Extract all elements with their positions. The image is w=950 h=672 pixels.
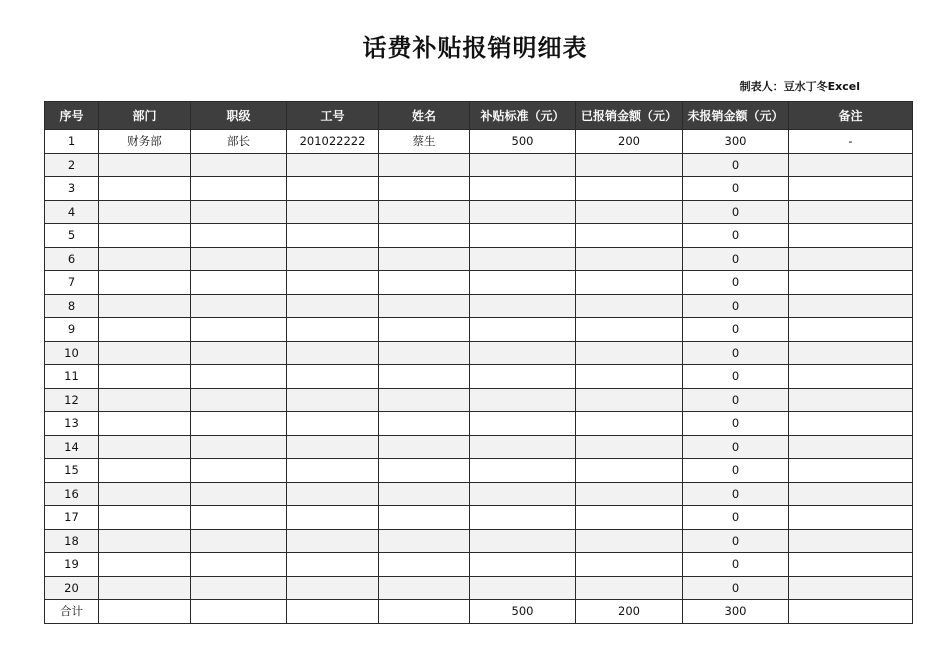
table-cell[interactable]: 0 (683, 506, 789, 530)
table-cell[interactable] (99, 482, 191, 506)
table-cell[interactable]: 0 (683, 576, 789, 600)
table-cell[interactable] (470, 506, 576, 530)
table-cell[interactable]: 9 (45, 318, 99, 342)
table-cell[interactable]: 201022222 (287, 130, 379, 154)
column-header[interactable]: 部门 (99, 102, 191, 130)
table-cell[interactable] (789, 271, 913, 295)
table-cell[interactable] (470, 224, 576, 248)
table-cell[interactable] (470, 247, 576, 271)
table-cell[interactable] (470, 459, 576, 483)
table-cell[interactable] (470, 365, 576, 389)
table-cell[interactable]: 14 (45, 435, 99, 459)
table-cell[interactable] (789, 576, 913, 600)
total-cell[interactable]: 300 (683, 600, 789, 624)
table-cell[interactable]: 3 (45, 177, 99, 201)
table-cell[interactable] (379, 576, 470, 600)
table-cell[interactable]: 蔡生 (379, 130, 470, 154)
table-cell[interactable]: 16 (45, 482, 99, 506)
table-cell[interactable]: 0 (683, 553, 789, 577)
table-cell[interactable] (287, 506, 379, 530)
table-row (45, 388, 913, 412)
table-cell[interactable] (576, 506, 683, 530)
table-row (45, 576, 913, 600)
total-cell[interactable] (379, 600, 470, 624)
table-cell[interactable] (99, 576, 191, 600)
table-cell[interactable]: 300 (683, 130, 789, 154)
table-cell[interactable] (191, 271, 287, 295)
table-cell[interactable] (576, 365, 683, 389)
table-cell[interactable] (789, 200, 913, 224)
reimbursement-table (44, 101, 913, 624)
table-cell[interactable] (99, 365, 191, 389)
table-cell[interactable] (470, 412, 576, 436)
table-cell[interactable] (287, 271, 379, 295)
total-cell[interactable]: 200 (576, 600, 683, 624)
table-cell[interactable] (191, 576, 287, 600)
table-row (45, 482, 913, 506)
maker-label: 制表人：豆水丁冬Excel (739, 80, 860, 93)
table-row (45, 459, 913, 483)
table-cell[interactable] (470, 200, 576, 224)
table-cell[interactable] (379, 482, 470, 506)
table-row (45, 153, 913, 177)
table-cell[interactable] (99, 529, 191, 553)
table-row (45, 200, 913, 224)
table-cell[interactable] (789, 294, 913, 318)
table-row (45, 271, 913, 295)
table-cell[interactable]: 0 (683, 247, 789, 271)
table-row (45, 247, 913, 271)
table-cell[interactable]: 200 (576, 130, 683, 154)
table-cell[interactable] (287, 435, 379, 459)
total-cell[interactable]: 500 (470, 600, 576, 624)
table-cell[interactable] (191, 177, 287, 201)
table-cell[interactable] (99, 341, 191, 365)
column-header[interactable]: 备注 (789, 102, 913, 130)
table-cell[interactable] (576, 341, 683, 365)
table-cell[interactable] (191, 341, 287, 365)
table-cell[interactable] (789, 506, 913, 530)
total-cell[interactable] (789, 600, 913, 624)
table-cell[interactable] (379, 318, 470, 342)
table-cell[interactable] (287, 365, 379, 389)
table-cell[interactable] (379, 388, 470, 412)
table-cell[interactable] (99, 435, 191, 459)
table-cell[interactable] (379, 529, 470, 553)
table-cell[interactable] (470, 318, 576, 342)
table-cell[interactable] (287, 153, 379, 177)
table-cell[interactable] (789, 553, 913, 577)
table-cell[interactable]: 6 (45, 247, 99, 271)
table-cell[interactable] (789, 224, 913, 248)
table-cell[interactable] (470, 341, 576, 365)
table-cell[interactable]: 5 (45, 224, 99, 248)
table-cell[interactable]: 0 (683, 435, 789, 459)
table-cell[interactable] (470, 177, 576, 201)
table-cell[interactable] (287, 459, 379, 483)
table-cell[interactable] (191, 482, 287, 506)
table-cell[interactable] (191, 294, 287, 318)
column-header[interactable]: 序号 (45, 102, 99, 130)
table-cell[interactable] (379, 553, 470, 577)
table-cell[interactable]: 0 (683, 365, 789, 389)
table-cell[interactable]: 0 (683, 459, 789, 483)
table-cell[interactable] (191, 318, 287, 342)
table-cell[interactable] (789, 482, 913, 506)
table-cell[interactable] (287, 576, 379, 600)
table-cell[interactable] (576, 482, 683, 506)
table-cell[interactable] (379, 412, 470, 436)
table-cell[interactable] (287, 177, 379, 201)
table-cell[interactable] (576, 459, 683, 483)
table-cell[interactable] (470, 271, 576, 295)
table-cell[interactable] (99, 294, 191, 318)
table-cell[interactable] (191, 412, 287, 436)
table-cell[interactable] (576, 318, 683, 342)
table-cell[interactable] (99, 177, 191, 201)
table-cell[interactable] (287, 388, 379, 412)
table-cell[interactable] (99, 224, 191, 248)
table-cell[interactable] (576, 177, 683, 201)
table-cell[interactable] (287, 341, 379, 365)
table-cell[interactable] (287, 247, 379, 271)
table-row (45, 435, 913, 459)
table-cell[interactable]: 2 (45, 153, 99, 177)
table-cell[interactable] (576, 247, 683, 271)
table-cell[interactable] (576, 224, 683, 248)
table-cell[interactable]: - (789, 130, 913, 154)
table-cell[interactable] (191, 388, 287, 412)
table-cell[interactable]: 11 (45, 365, 99, 389)
table-cell[interactable] (287, 294, 379, 318)
table-cell[interactable]: 0 (683, 294, 789, 318)
table-cell[interactable]: 7 (45, 271, 99, 295)
table-cell[interactable] (99, 553, 191, 577)
table-cell[interactable] (191, 553, 287, 577)
table-cell[interactable] (287, 412, 379, 436)
table-cell[interactable]: 1 (45, 130, 99, 154)
table-cell[interactable] (379, 177, 470, 201)
table-cell[interactable] (287, 529, 379, 553)
table-cell[interactable] (789, 529, 913, 553)
table-cell[interactable]: 0 (683, 224, 789, 248)
table-cell[interactable] (470, 553, 576, 577)
table-row (45, 529, 913, 553)
table-cell[interactable] (470, 153, 576, 177)
table-cell[interactable]: 15 (45, 459, 99, 483)
column-header[interactable]: 补贴标准（元） (470, 102, 576, 130)
table-cell[interactable] (379, 506, 470, 530)
table-cell[interactable]: 0 (683, 271, 789, 295)
table-cell[interactable] (191, 224, 287, 248)
table-cell[interactable]: 12 (45, 388, 99, 412)
table-cell[interactable] (379, 459, 470, 483)
table-cell[interactable] (191, 459, 287, 483)
table-cell[interactable] (470, 388, 576, 412)
table-cell[interactable] (576, 529, 683, 553)
table-cell[interactable] (576, 435, 683, 459)
table-cell[interactable] (789, 412, 913, 436)
table-cell[interactable]: 0 (683, 177, 789, 201)
table-cell[interactable] (789, 459, 913, 483)
table-cell[interactable]: 财务部 (99, 130, 191, 154)
table-row (45, 294, 913, 318)
table-cell[interactable]: 0 (683, 412, 789, 436)
table-cell[interactable] (99, 318, 191, 342)
table-cell[interactable]: 0 (683, 482, 789, 506)
table-row (45, 224, 913, 248)
total-row (45, 600, 913, 624)
table-row (45, 318, 913, 342)
column-header[interactable]: 职级 (191, 102, 287, 130)
header-row (45, 102, 913, 130)
table-cell[interactable] (576, 553, 683, 577)
table-cell[interactable] (576, 388, 683, 412)
table-cell[interactable] (99, 271, 191, 295)
table-cell[interactable] (789, 177, 913, 201)
table-cell[interactable] (287, 224, 379, 248)
table-cell[interactable] (287, 318, 379, 342)
total-cell[interactable] (191, 600, 287, 624)
table-cell[interactable]: 10 (45, 341, 99, 365)
table-cell[interactable] (379, 294, 470, 318)
table-cell[interactable] (379, 224, 470, 248)
table-cell[interactable] (789, 435, 913, 459)
table-cell[interactable] (789, 153, 913, 177)
table-cell[interactable] (789, 365, 913, 389)
table-row (45, 177, 913, 201)
table-cell[interactable] (379, 435, 470, 459)
table-row (45, 553, 913, 577)
table-cell[interactable] (287, 482, 379, 506)
table-cell[interactable] (379, 365, 470, 389)
table-body (45, 130, 913, 600)
table-row (45, 365, 913, 389)
table-cell[interactable]: 0 (683, 388, 789, 412)
table-cell[interactable] (191, 365, 287, 389)
table-cell[interactable] (576, 294, 683, 318)
table-cell[interactable] (789, 388, 913, 412)
table-cell[interactable]: 0 (683, 318, 789, 342)
table-cell[interactable] (576, 200, 683, 224)
table-cell[interactable]: 0 (683, 341, 789, 365)
table-cell[interactable]: 0 (683, 529, 789, 553)
table-cell[interactable] (287, 200, 379, 224)
table-row (45, 341, 913, 365)
table-cell[interactable] (789, 247, 913, 271)
table-cell[interactable] (379, 341, 470, 365)
table-cell[interactable]: 13 (45, 412, 99, 436)
table-row (45, 130, 913, 154)
table-cell[interactable] (99, 153, 191, 177)
table-cell[interactable]: 20 (45, 576, 99, 600)
table-cell[interactable]: 8 (45, 294, 99, 318)
table-cell[interactable]: 0 (683, 200, 789, 224)
column-header[interactable]: 未报销金额（元） (683, 102, 789, 130)
column-header[interactable]: 工号 (287, 102, 379, 130)
table-cell[interactable]: 17 (45, 506, 99, 530)
table-cell[interactable] (789, 318, 913, 342)
table-cell[interactable] (191, 247, 287, 271)
table-cell[interactable] (99, 412, 191, 436)
table-cell[interactable] (99, 388, 191, 412)
table-cell[interactable]: 18 (45, 529, 99, 553)
table-cell[interactable] (470, 435, 576, 459)
table-cell[interactable] (576, 153, 683, 177)
table-cell[interactable] (287, 553, 379, 577)
column-header[interactable]: 姓名 (379, 102, 470, 130)
column-header[interactable]: 已报销金额（元） (576, 102, 683, 130)
table-cell[interactable] (470, 482, 576, 506)
table-cell[interactable] (379, 153, 470, 177)
table-row (45, 506, 913, 530)
table-cell[interactable] (99, 459, 191, 483)
table-cell[interactable]: 部长 (191, 130, 287, 154)
table-cell[interactable]: 4 (45, 200, 99, 224)
table-cell[interactable] (470, 294, 576, 318)
table-cell[interactable] (576, 271, 683, 295)
table-cell[interactable] (191, 153, 287, 177)
table-cell[interactable]: 0 (683, 153, 789, 177)
table-cell[interactable]: 19 (45, 553, 99, 577)
table-cell[interactable] (99, 200, 191, 224)
table-cell[interactable] (99, 506, 191, 530)
table-cell[interactable] (191, 529, 287, 553)
table-cell[interactable] (470, 576, 576, 600)
table-cell[interactable]: 500 (470, 130, 576, 154)
table-cell[interactable] (379, 200, 470, 224)
table-cell[interactable] (789, 341, 913, 365)
table-cell[interactable] (191, 435, 287, 459)
page-title: 话费补贴报销明细表 (362, 34, 588, 62)
table-cell[interactable] (191, 506, 287, 530)
table-row (45, 412, 913, 436)
table-cell[interactable] (99, 247, 191, 271)
table-cell[interactable] (470, 529, 576, 553)
total-cell[interactable] (287, 600, 379, 624)
table-cell[interactable] (576, 412, 683, 436)
total-cell[interactable] (99, 600, 191, 624)
total-cell[interactable]: 合计 (45, 600, 99, 624)
table-cell[interactable] (379, 271, 470, 295)
table-cell[interactable] (576, 576, 683, 600)
table-cell[interactable] (191, 200, 287, 224)
table-cell[interactable] (379, 247, 470, 271)
